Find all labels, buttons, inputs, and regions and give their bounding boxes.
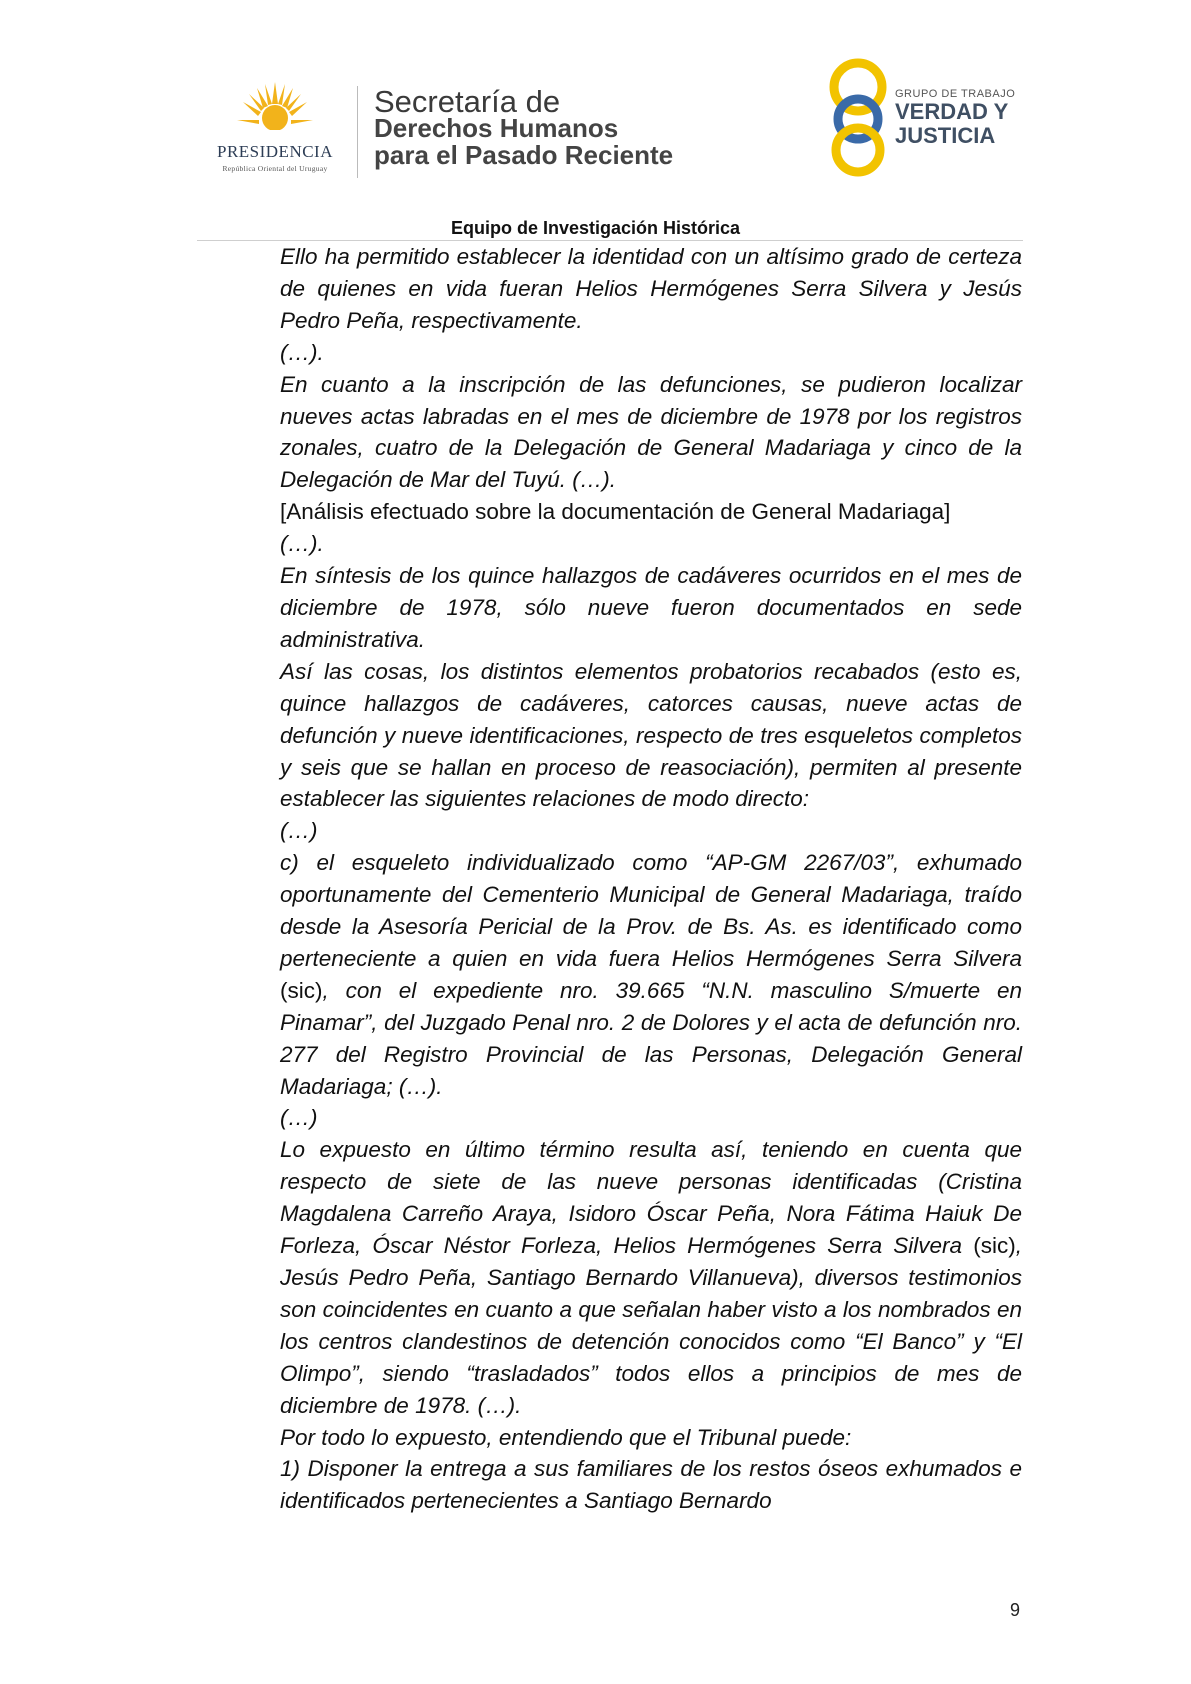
paragraph: Por todo lo expuesto, entendiendo que el Tribunal puede:: [280, 1424, 852, 1450]
paragraph: (…).: [280, 531, 324, 557]
paragraph: Ello ha permitido establecer la identidad con un altísimo grado de certeza de quienes en vida fueran Helios Hermógenes Serra Silvera y Jesús Pedro Peña, respectivamente.: [280, 244, 1022, 333]
paragraph: (…).: [280, 339, 324, 365]
sic-note: (sic): [280, 977, 323, 1003]
secretaria-line-3: para el Pasado Reciente: [374, 140, 674, 170]
justicia-label: JUSTICIA: [895, 123, 996, 148]
document-body: [280, 241, 1022, 1517]
paragraph: En cuanto a la inscripción de las defunciones, se pudieron localizar nueves actas labradas en el mes de diciembre de 1978 por los registros zonales, cuatro de la Delegación de General Madariaga y cinco de la Delegación de Mar del Tuyú. (…).: [280, 371, 1022, 493]
paragraph: En síntesis de los quince hallazgos de cadáveres ocurridos en el mes de diciembre de 1978, sólo nueve fueron documentados en sede administrativa.: [280, 563, 1022, 652]
team-title: Equipo de Investigación Histórica: [450, 218, 741, 238]
secretaria-logo-text: [374, 84, 674, 170]
paragraph: (…): [280, 818, 318, 844]
header-divider: [357, 86, 358, 178]
presidencia-label: PRESIDENCIA: [216, 142, 333, 161]
text-run: c) el esqueleto individualizado como “AP-GM 2267/03”, exhumado oportunamente del Cementerio Municipal de General Madariaga, traído desde la Asesoría Pericial de la Prov. de Bs. As. es identificado como perteneciente a quien en vida fuera Helios Hermógenes Serra Silvera: [280, 850, 1022, 971]
text-run: , Jesús Pedro Peña, Santiago Bernardo Villanueva), diversos testimonios son coincidentes en cuanto a que señalan haber visto a los nombrados en los centros clandestinos de detención conocidos como “El Banco” y “El Olimpo”, siendo “trasladados” todos ellos a principios de mes de diciembre de 1978. (…).: [280, 1233, 1022, 1418]
grupo-label: GRUPO DE TRABAJO: [895, 88, 1016, 100]
sic-note: (sic): [962, 1233, 1016, 1259]
paragraph: 1) Disponer la entrega a sus familiares de los restos óseos exhumados e identificados pertenecientes a Santiago Bernardo: [280, 1456, 1022, 1514]
paragraph: Así las cosas, los distintos elementos probatorios recabados (esto es, quince hallazgos de cadáveres, catorces causas, nueve actas de defunción y nueve identificaciones, respecto de tres esqueletos completos y seis que se hallan en proceso de reasociación), permiten al presente establecer las siguientes relaciones de modo directo:: [280, 658, 1022, 812]
sun-icon: [235, 80, 315, 140]
verdad-label: VERDAD Y: [895, 99, 1009, 124]
paragraph: [280, 1134, 1022, 1421]
paragraph: (…): [280, 1105, 318, 1131]
republica-label: República Oriental del Uruguay: [222, 164, 328, 173]
text-run: , con el expediente nro. 39.665 “N.N. masculino S/muerte en Pinamar”, del Juzgado Penal nro. 2 de Dolores y el acta de defunción nro. 277 del Registro Provincial de las Personas, Delegación General Madariaga; (…).: [280, 977, 1022, 1099]
page-number: 9: [1010, 1600, 1021, 1620]
secretaria-line-2: Derechos Humanos: [374, 113, 619, 143]
page-header: [0, 0, 1191, 240]
secretaria-line-1: Secretaría de: [374, 84, 561, 119]
verdad-justicia-text: [895, 88, 1015, 148]
paragraph: [280, 847, 1022, 1102]
presidencia-logo: [195, 80, 355, 175]
paragraph: [Análisis efectuado sobre la documentación de General Madariaga]: [280, 499, 951, 525]
text-run: Lo expuesto en último término resulta así, teniendo en cuenta que respecto de siete de las nueve personas identificadas (Cristina Magdalena Carreño Araya, Isidoro Óscar Peña, Nora Fátima Haiuk De Forleza, Óscar Néstor Forleza, Helios Hermógenes Serra Silvera: [280, 1137, 1022, 1259]
